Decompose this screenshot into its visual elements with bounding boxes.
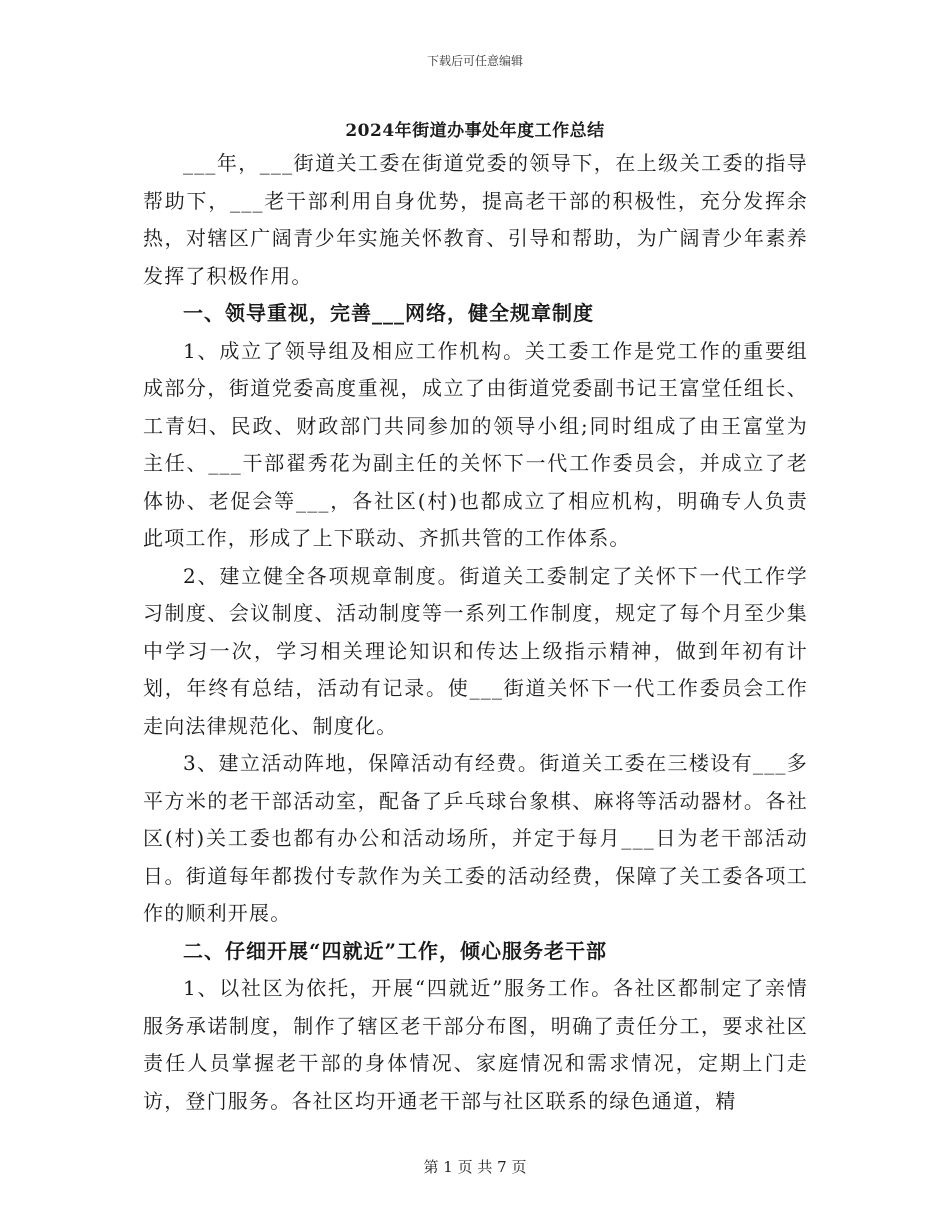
- header-note: 下载后可任意编辑: [426, 54, 523, 68]
- document-title: 2024年街道办事处年度工作总结: [345, 121, 605, 141]
- page-footer: 第 1 页 共 7 页: [423, 1158, 527, 1176]
- paragraph-2-1: 1、以社区为依托，开展“四就近”服务工作。各社区都制定了亲情服务承诺制度，制作了辖区老干部分布图，明确了责任分工，要求社区责任人员掌握老干部的身体情况、家庭情况和需求情况，定期上门走访，登门服务。各社区均开通老干部与社区联系的绿色通道，精: [143, 976, 808, 1113]
- intro-paragraph: ___年，___街道关工委在街道党委的领导下，在上级关工委的指导帮助下，___老干部利用自身优势，提高老干部的积极性，充分发挥余热，对辖区广阔青少年实施关怀教育、引导和帮助，为广阔青少年素养发挥了积极作用。: [143, 151, 808, 288]
- paragraph-1-1: 1、成立了领导组及相应工作机构。关工委工作是党工作的重要组成部分，街道党委高度重视，成立了由街道党委副书记王富堂任组长、工青妇、民政、财政部门共同参加的领导小组;同时组成了由王富堂为主任、___干部翟秀花为副主任的关怀下一代工作委员会，并成立了老体协、老促会等___，各社区(村)也都成立了相应机构，明确专人负责此项工作，形成了上下联动、齐抓共管的工作体系。: [143, 338, 808, 550]
- paragraph-1-2: 2、建立健全各项规章制度。街道关工委制定了关怀下一代工作学习制度、会议制度、活动制度等一系列工作制度，规定了每个月至少集中学习一次，学习相关理论知识和传达上级指示精神，做到年初有计划，年终有总结，活动有记录。使___街道关怀下一代工作委员会工作走向法律规范化、制度化。: [143, 563, 808, 738]
- section-heading-1: 一、领导重视，完善___网络，健全规章制度: [183, 301, 594, 325]
- paragraph-1-3: 3、建立活动阵地，保障活动有经费。街道关工委在三楼设有___多平方米的老干部活动室，配备了乒乓球台象棋、麻将等活动器材。各社区(村)关工委也都有办公和活动场所，并定于每月___日为老干部活动日。街道每年都拨付专款作为关工委的活动经费，保障了关工委各项工作的顺利开展。: [143, 751, 808, 925]
- document-body: [143, 145, 808, 1120]
- section-heading-2: 二、仔细开展“四就近”工作，倾心服务老干部: [183, 938, 608, 963]
